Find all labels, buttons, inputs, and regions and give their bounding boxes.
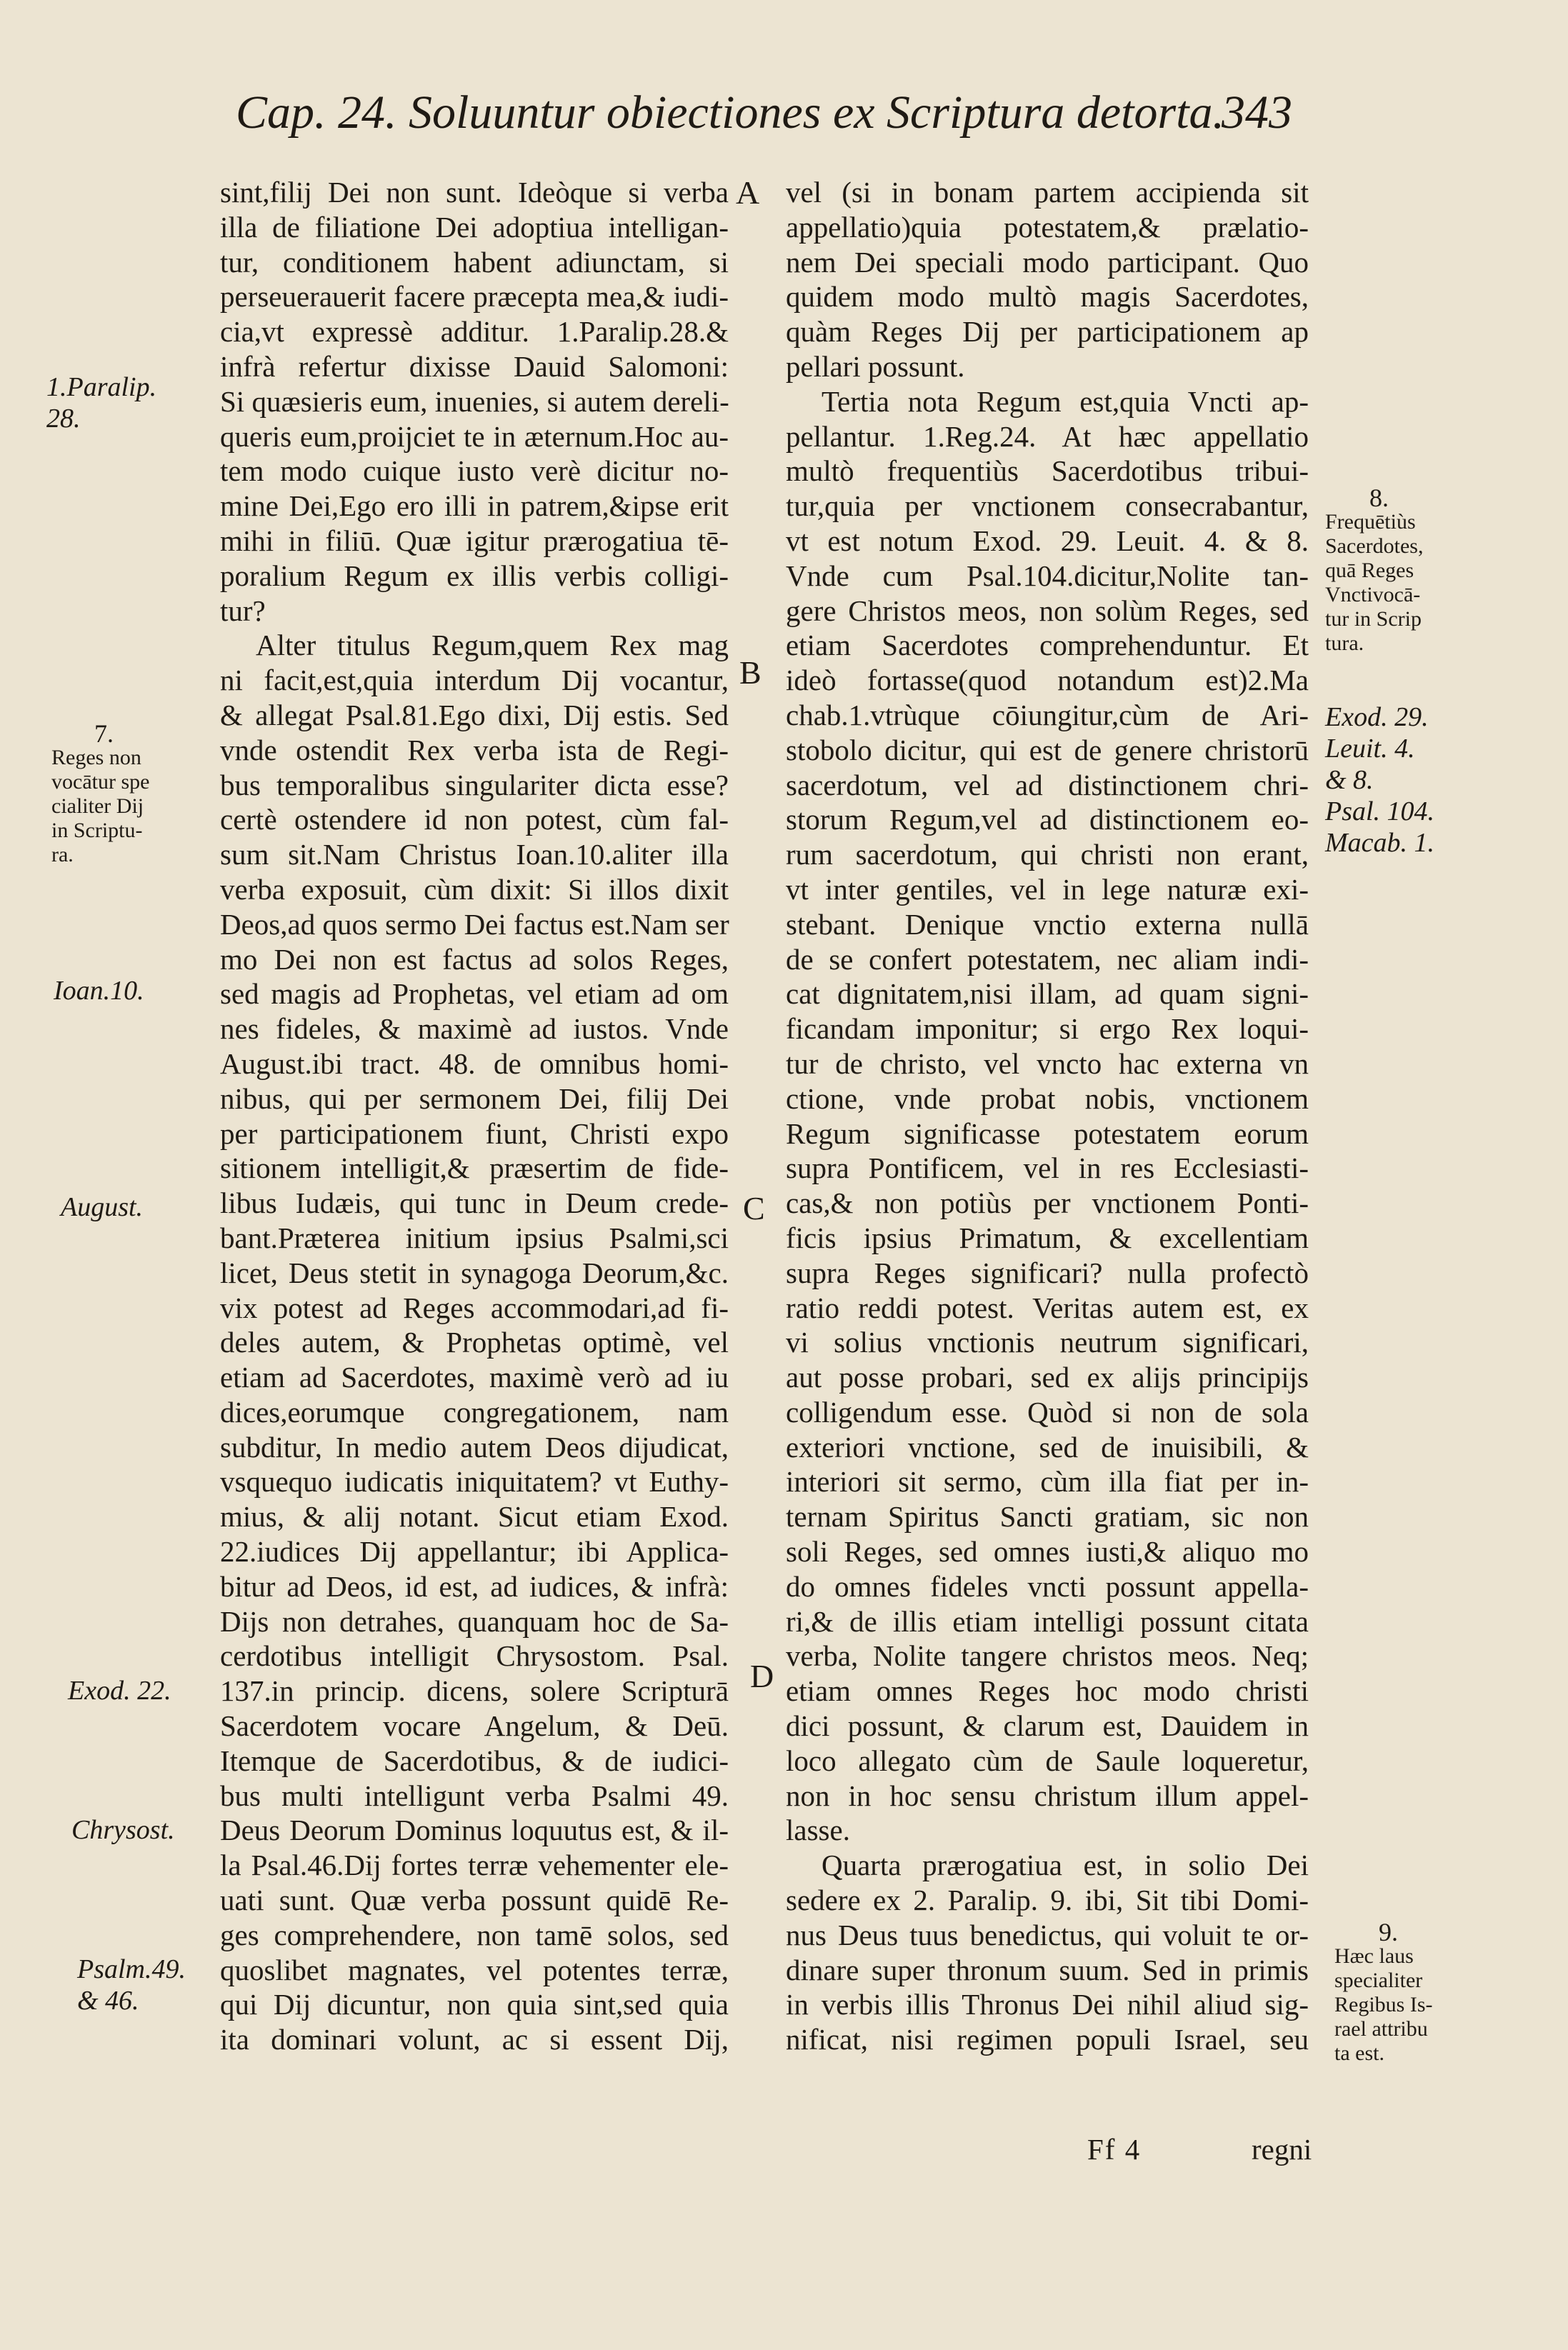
text-line: qui Dij dicuntur, non quia sint,sed quia (220, 1988, 729, 2021)
text-line: de se confert potestatem, nec aliam indi- (786, 942, 1309, 976)
text-line: in verbis illis Thronus Dei nihil aliud sig- (786, 1988, 1309, 2021)
text-line: chab.1.vtrùque cōiungitur,cùm de Ari- (786, 698, 1309, 731)
text-line: mihi in filiū. Quæ igitur prærogatiua tē- (220, 524, 729, 557)
section-letter-d: D (750, 1658, 774, 1694)
text-line: ficis ipsius Primatum, & excellentiam (786, 1221, 1309, 1254)
text-line: nus Deus tuus benedictus, qui voluit te or- (786, 1918, 1309, 1951)
margin-note-line: tur in Scrip (1325, 607, 1422, 631)
text-line: colligendum esse. Quòd si non de sola (786, 1395, 1309, 1429)
margin-note-number: 7. (94, 719, 114, 748)
text-line: Sacerdotem vocare Angelum, & Deū. (220, 1709, 729, 1743)
margin-ref-line: Macab. 1. (1325, 828, 1435, 858)
text-line: tur de christo, vel vncto hac externa vn (786, 1046, 1309, 1080)
text-line: deles autem, & Prophetas optimè, vel (220, 1326, 729, 1359)
text-line: supra Reges significari? nulla profectò (786, 1256, 1309, 1289)
text-line: sacerdotum, vel ad distinctionem chri- (786, 768, 1309, 801)
margin-note-8 (1325, 486, 1423, 656)
text-line: etiam ad Sacerdotes, maximè verò ad iu (220, 1361, 729, 1394)
signature-mark: Ff 4 (1087, 2133, 1142, 2166)
text-line: cia,vt expressè additur. 1.Paralip.28.& (220, 315, 729, 349)
text-line: vt inter gentiles, vel in lege naturæ exi- (786, 872, 1309, 906)
margin-note-line: Reges non (51, 746, 141, 769)
text-line: illa de filiatione Dei adoptiua intelligan- (220, 210, 729, 244)
margin-note-line: Sacerdotes, (1325, 534, 1424, 558)
text-line: ni facit,est,quia interdum Dij vocantur, (220, 664, 729, 697)
margin-ref-paralip (46, 371, 156, 434)
text-line: bant.Præterea initium ipsius Psalmi,sci (220, 1221, 729, 1254)
text-line: libus Iudæis, qui tunc in Deum crede- (220, 1186, 729, 1220)
text-line: 137.in princip. dicens, solere Scripturā (220, 1674, 729, 1708)
text-line: perseuerauerit facere præcepta mea,& iudi- (220, 280, 729, 314)
left-text-column (220, 175, 729, 2057)
margin-refs-8 (1325, 701, 1434, 859)
text-line: sedere ex 2. Paralip. 9. ibi, Sit tibi Domi- (786, 1884, 1309, 1917)
text-line: interiori sit sermo, cùm illa fiat per in- (786, 1465, 1309, 1499)
text-line: subditur, In medio autem Deos dijudicat, (220, 1430, 729, 1464)
text-line: mine Dei,Ego ero illi in patrem,&ipse erit (220, 489, 729, 523)
text-line: quidem modo multò magis Sacerdotes, (786, 280, 1309, 314)
text-line: etiam omnes Reges hoc modo christi (786, 1674, 1309, 1708)
margin-note-line: cialiter Dij (51, 794, 144, 818)
text-line: appellatio)quia potestatem,& prælatio- (786, 210, 1309, 244)
text-line: ges comprehendere, non tamē solos, sed (220, 1918, 729, 1951)
text-line: pellari possunt. (786, 349, 965, 383)
text-line: & allegat Psal.81.Ego dixi, Dij estis. Sed (220, 698, 729, 731)
section-letter-b: B (739, 654, 761, 691)
text-line: Quarta prærogatiua est, in solio Dei (822, 1849, 1309, 1882)
text-line: mius, & alij notant. Sicut etiam Exod. (220, 1500, 729, 1534)
text-line: certè ostendere id non potest, cùm fal- (220, 803, 729, 836)
text-line: Dijs non detrahes, quanquam hoc de Sa- (220, 1604, 729, 1638)
text-line: poralium Regum ex illis verbis colligi- (220, 559, 729, 592)
margin-note-line: rael attribu (1334, 2017, 1428, 2041)
margin-note-9 (1334, 1920, 1433, 2066)
text-line: loco allegato cùm de Saule loqueretur, (786, 1744, 1309, 1777)
margin-ref-line: Psalm.49. (77, 1954, 186, 1984)
text-line: vel (si in bonam partem accipienda sit (786, 176, 1309, 209)
text-line: non in hoc sensu christum illum appel- (786, 1779, 1309, 1812)
margin-ref-line: 1.Paralip. (46, 372, 157, 402)
text-line: Vnde cum Psal.104.dicitur,Nolite tan- (786, 559, 1309, 592)
text-line: tur? (220, 594, 266, 627)
text-line: per participationem fiunt, Christi expo (220, 1116, 729, 1150)
margin-ref-exod: Exod. 22. (68, 1676, 171, 1706)
text-line: etiam Sacerdotes comprehenduntur. Et (786, 629, 1309, 662)
margin-note-number: 8. (1369, 484, 1389, 512)
text-line: Alter titulus Regum,quem Rex mag (256, 629, 729, 662)
text-line: soli Reges, sed omnes iusti,& aliquo mo (786, 1535, 1309, 1569)
header-title: Cap. 24. Soluuntur obiectiones ex Scriptura detorta. (236, 86, 1225, 139)
text-line: queris eum,proijciet te in æternum.Hoc au- (220, 419, 729, 453)
text-line: licet, Deus stetit in synagoga Deorum,&c. (220, 1256, 729, 1289)
text-line: sitionem intelligit,& præsertim de fide- (220, 1151, 729, 1185)
margin-note-line: tura. (1325, 631, 1364, 655)
text-line: ctione, vnde probat nobis, vnctionem (786, 1081, 1309, 1115)
text-line: vi solius vnctionis neutrum significari, (786, 1326, 1309, 1359)
text-line: ratio reddi potest. Veritas autem est, ex (786, 1291, 1309, 1324)
text-line: nibus, qui per sermonem Dei, filij Dei (220, 1081, 729, 1115)
text-line: dici possunt, & clarum est, Dauidem in (786, 1709, 1309, 1743)
section-letter-a: A (736, 174, 760, 211)
text-line: 22.iudices Dij appellantur; ibi Applica- (220, 1535, 729, 1569)
text-line: infrà refertur dixisse Dauid Salomoni: (220, 349, 729, 383)
margin-note-line: ta est. (1334, 2041, 1384, 2065)
margin-note-7 (51, 721, 149, 867)
text-line: aut posse probari, sed ex alijs principijs (786, 1361, 1309, 1394)
margin-note-line: Hæc laus (1334, 1944, 1414, 1968)
text-line: Regum significasse potestatem eorum (786, 1116, 1309, 1150)
text-line: gere Christos meos, non solùm Reges, sed (786, 594, 1309, 627)
text-line: ri,& de illis etiam intelligi possunt citata (786, 1604, 1309, 1638)
margin-ref-ioan: Ioan.10. (54, 976, 144, 1006)
text-line: quàm Reges Dij per participationem ap (786, 315, 1309, 349)
margin-note-line: Regibus Is- (1334, 1993, 1433, 2016)
text-line: Deos,ad quos sermo Dei factus est.Nam ser (220, 907, 729, 941)
margin-note-line: in Scriptu- (51, 819, 143, 842)
text-line: ficandam imponitur; si ergo Rex loqui- (786, 1012, 1309, 1046)
text-line: mo Dei non est factus ad solos Reges, (220, 942, 729, 976)
margin-note-line: quā Reges (1325, 559, 1414, 582)
text-line: dinare super thronum suum. Sed in primis (786, 1953, 1309, 1986)
margin-ref-line: & 8. (1325, 765, 1374, 795)
text-line: nes fideles, & maximè ad iustos. Vnde (220, 1012, 729, 1046)
section-letter-c: C (743, 1190, 765, 1226)
text-line: August.ibi tract. 48. de omnibus homi- (220, 1046, 729, 1080)
text-line: pellantur. 1.Reg.24. At hæc appellatio (786, 419, 1309, 453)
margin-ref-august: August. (61, 1192, 144, 1222)
text-line: nificat, nisi regimen populi Israel, seu (786, 2023, 1309, 2056)
text-line: sum sit.Nam Christus Ioan.10.aliter illa (220, 838, 729, 871)
right-text-column (786, 175, 1309, 2057)
text-line: cerdotibus intelligit Chrysostom. Psal. (220, 1639, 729, 1673)
text-line: supra Pontificem, vel in res Ecclesiasti- (786, 1151, 1309, 1185)
text-line: vsquequo iudicatis iniquitatem? vt Euthy- (220, 1465, 729, 1499)
margin-ref-chrysost: Chrysost. (71, 1815, 175, 1845)
text-line: bitur ad Deos, id est, ad iudices, & infrà: (220, 1569, 729, 1603)
text-line: sed magis ad Prophetas, vel etiam ad om (220, 977, 729, 1011)
margin-note-number: 9. (1379, 1918, 1398, 1946)
text-line: ita dominari volunt, ac si essent Dij, (220, 2023, 729, 2056)
text-line: bus multi intelligunt verba Psalmi 49. (220, 1779, 729, 1812)
text-line: nem Dei speciali modo participant. Quo (786, 245, 1309, 279)
text-line: sint,filij Dei non sunt. Ideòque si verba (220, 176, 729, 209)
text-line: Itemque de Sacerdotibus, & de iudici- (220, 1744, 729, 1777)
margin-ref-line: Exod. 29. (1325, 702, 1429, 732)
text-line: ideò fortasse(quod notandum est)2.Ma (786, 664, 1309, 697)
text-line: storum Regum,vel ad distinctionem eo- (786, 803, 1309, 836)
text-line: tem modo cuique iusto verè dicitur no- (220, 454, 729, 488)
text-line: multò frequentiùs Sacerdotibus tribui- (786, 454, 1309, 488)
text-line: dices,eorumque congregationem, nam (220, 1395, 729, 1429)
margin-ref-line: 28. (46, 404, 81, 434)
text-line: exteriori vnctione, sed de inuisibili, & (786, 1430, 1309, 1464)
margin-note-line: Frequētiùs (1325, 510, 1416, 534)
margin-ref-line: Leuit. 4. (1325, 734, 1415, 764)
margin-ref-line: & 46. (77, 1986, 139, 2016)
margin-ref-line: Psal. 104. (1325, 796, 1435, 826)
text-line: quoslibet magnates, vel potentes terræ, (220, 1953, 729, 1986)
text-line: bus temporalibus singulariter dicta esse? (220, 768, 729, 801)
margin-note-line: ra. (51, 843, 74, 866)
text-line: vnde ostendit Rex verba ista de Regi- (220, 733, 729, 766)
text-line: Tertia nota Regum est,quia Vncti ap- (822, 384, 1309, 418)
text-line: tur, conditionem habent adiunctam, si (220, 245, 729, 279)
text-line: ternam Spiritus Sancti gratiam, sic non (786, 1500, 1309, 1534)
text-line: verba, Nolite tangere christos meos. Neq; (786, 1639, 1309, 1673)
margin-ref-psalm (77, 1954, 186, 2016)
text-line: cat dignitatem,nisi illam, ad quam signi- (786, 977, 1309, 1011)
text-line: vt est notum Exod. 29. Leuit. 4. & 8. (786, 524, 1309, 557)
text-line: verba exposuit, cùm dixit: Si illos dixit (220, 872, 729, 906)
text-line: Deus Deorum Dominus loquutus est, & il- (220, 1814, 729, 1847)
page-number: 343 (1222, 86, 1292, 139)
text-line: la Psal.46.Dij fortes terræ vehementer ele- (220, 1849, 729, 1882)
text-line: stebant. Denique vnctio externa nullā (786, 907, 1309, 941)
text-line: cas,& non potiùs per vnctionem Ponti- (786, 1186, 1309, 1220)
text-line: tur,quia per vnctionem consecrabantur, (786, 489, 1309, 523)
text-line: lasse. (786, 1814, 850, 1847)
text-line: Si quæsieris eum, inuenies, si autem dereli- (220, 384, 729, 418)
text-line: stobolo dicitur, qui est de genere christorū (786, 733, 1309, 766)
margin-note-line: Vnctivocā- (1325, 583, 1421, 606)
running-header (236, 86, 1307, 140)
margin-note-line: vocātur spe (51, 770, 150, 794)
text-line: vix potest ad Reges accommodari,ad fi- (220, 1291, 729, 1324)
catchword: regni (1252, 2133, 1312, 2166)
text-line: rum sacerdotum, qui christi non erant, (786, 838, 1309, 871)
text-line: uati sunt. Quæ verba possunt quidē Re- (220, 1884, 729, 1917)
text-line: do omnes fideles vncti possunt appella- (786, 1569, 1309, 1603)
margin-note-line: specialiter (1334, 1969, 1423, 1992)
